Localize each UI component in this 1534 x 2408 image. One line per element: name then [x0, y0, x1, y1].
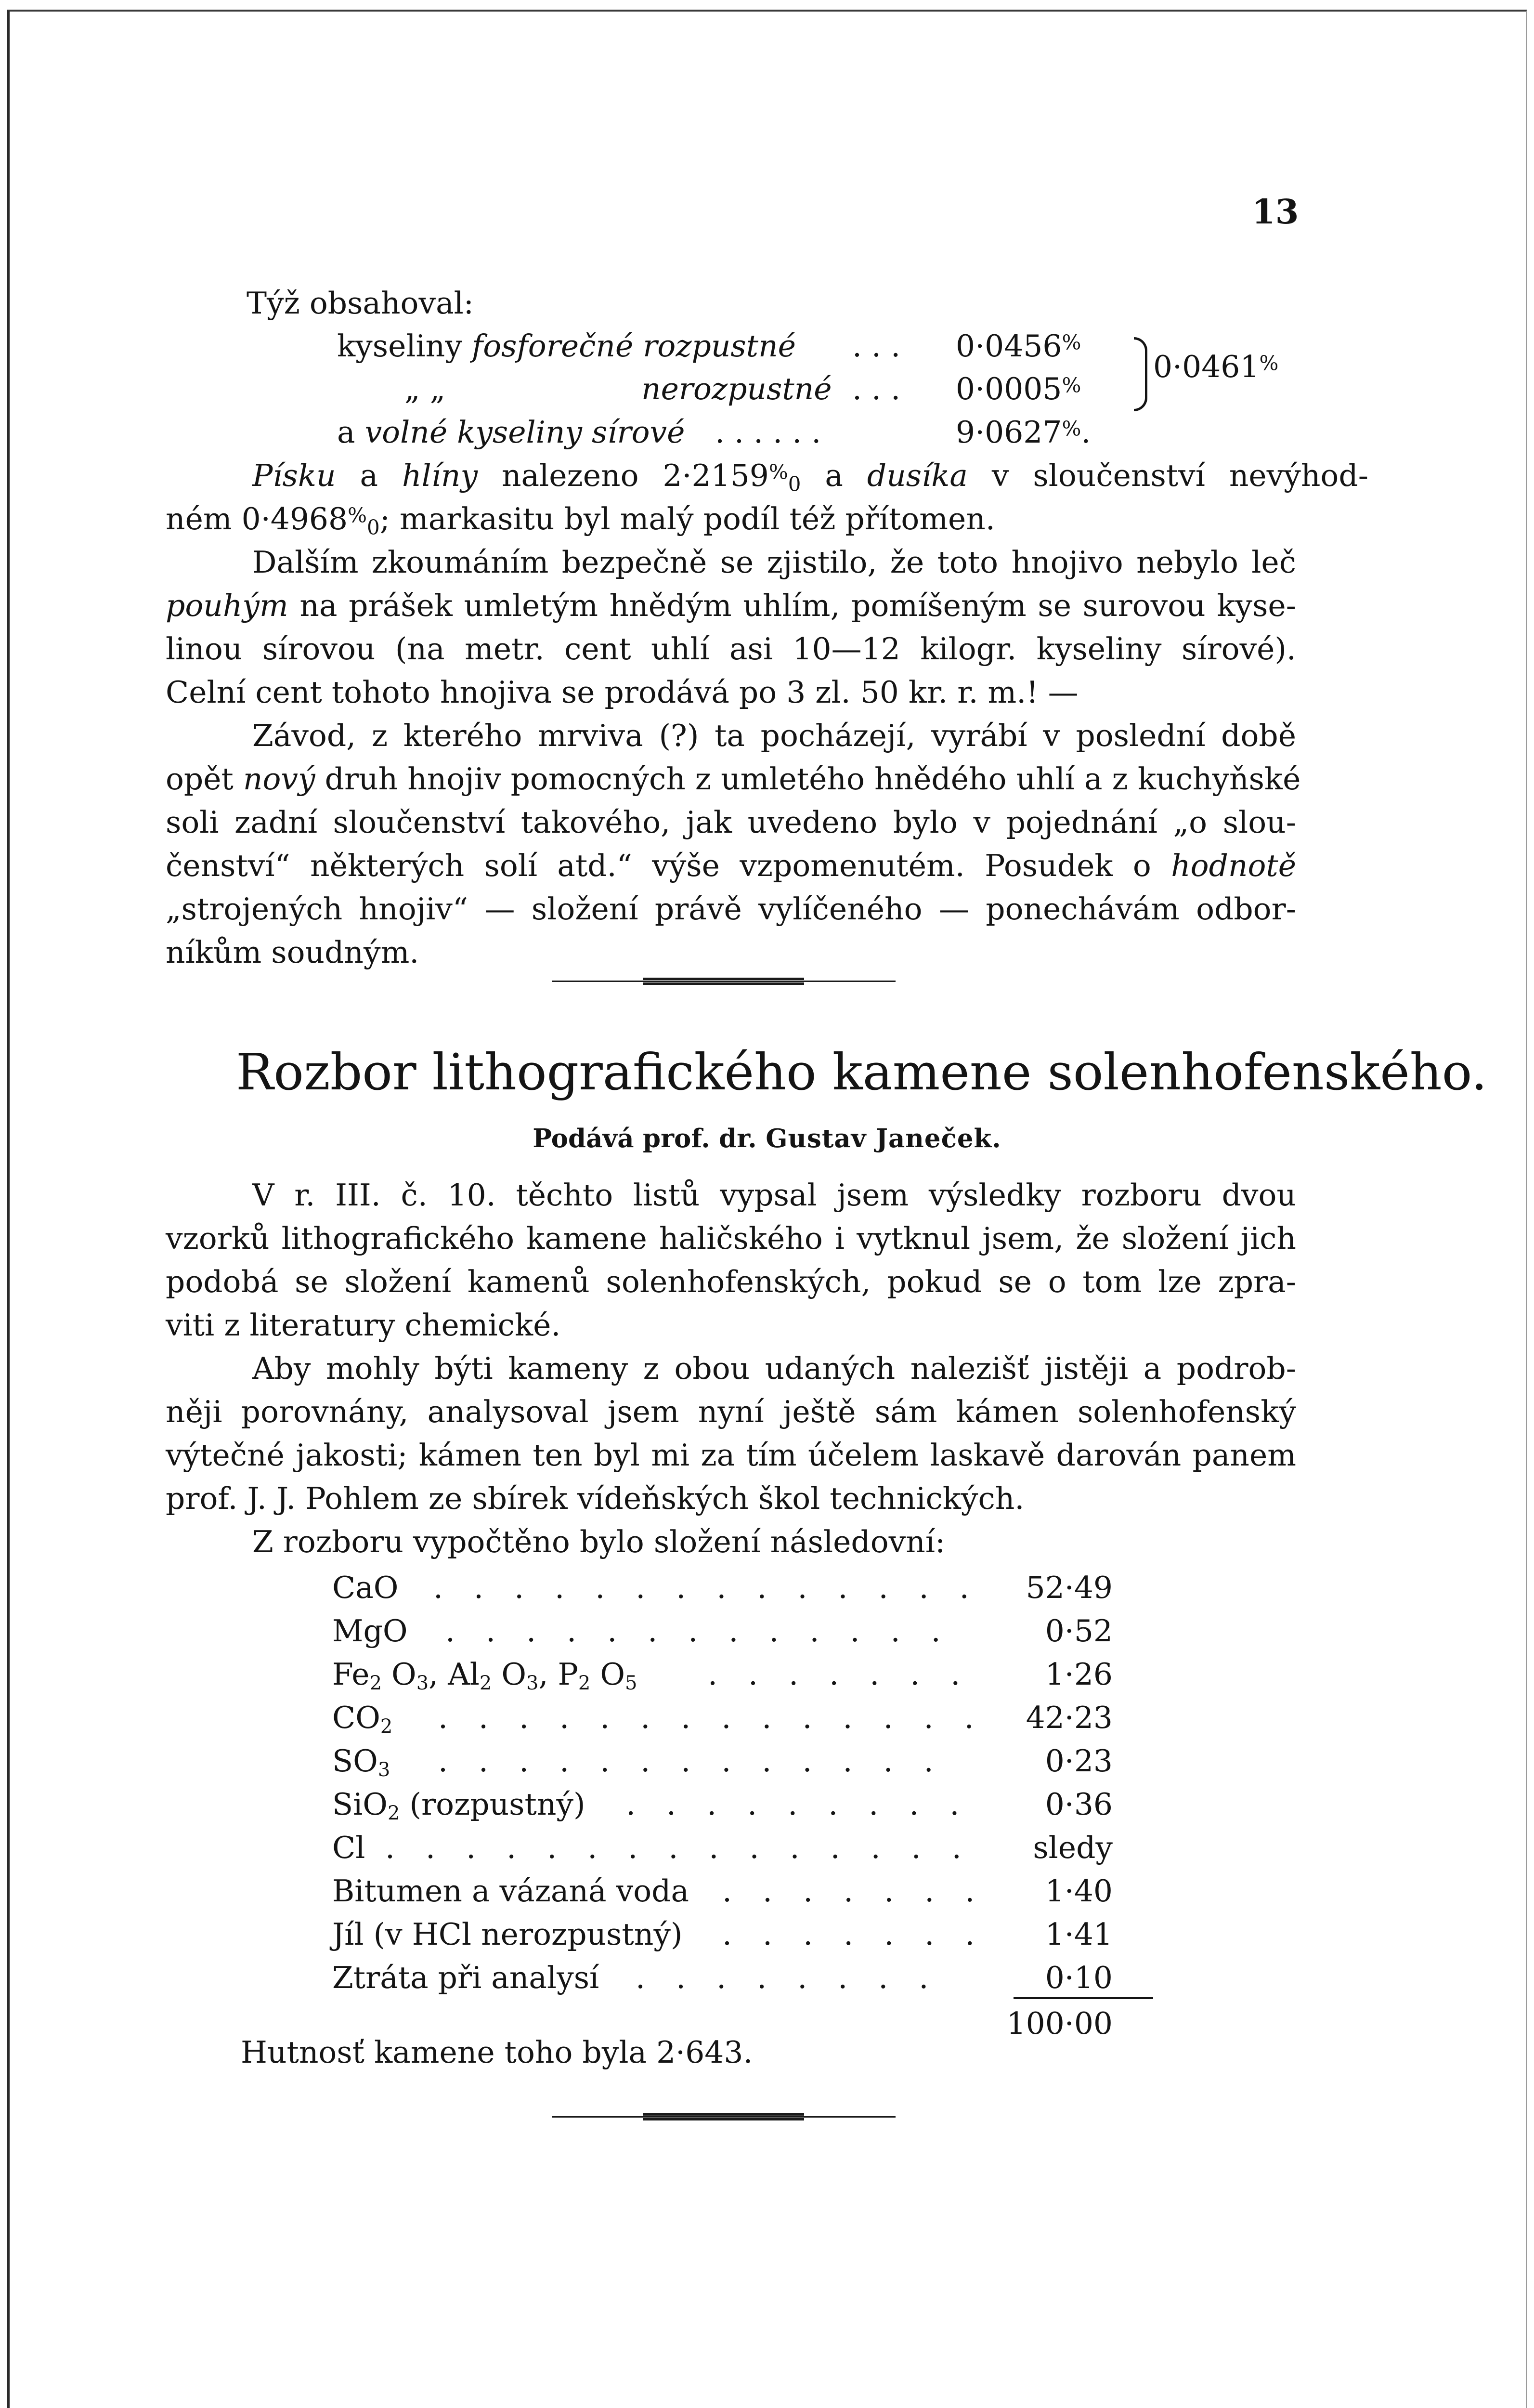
paragraph2-line2: pouhým na prášek umletým hnědým uhlím, pomíšeným se surovou kyse-: [166, 588, 1296, 623]
paragraph3-line5: „strojených hnojiv“ — složení právě vylíčeného — ponechávám odbor-: [166, 891, 1296, 927]
composition-name: SiO$_2$ (rozpustný): [332, 1787, 585, 1824]
composition-name: CaO: [332, 1570, 399, 1605]
article-p2-line1: Aby mohly býti kameny z obou udaných nalezišť jistěji a podrob-: [252, 1351, 1296, 1386]
ditto-marks: „ „: [404, 371, 446, 406]
intro-heading: Týž obsahoval:: [247, 286, 474, 321]
right-brace: [1134, 337, 1147, 411]
article-p1-line3: podobá se složení kamenů solenhofenských, pokud se o tom lze zpra-: [166, 1264, 1296, 1299]
article-p1-line4: viti z literatury chemické.: [166, 1308, 561, 1343]
sum-rule: [1014, 1997, 1153, 1999]
paragraph2-line3: linou sírovou (na metr. cent uhlí asi 10—12 kilogr. kyseliny sírové).: [166, 631, 1296, 667]
leader-dots: . . . . . . .: [722, 1873, 986, 1909]
composition-value: 0·10: [1045, 1960, 1113, 1995]
composition-value: 0·23: [1045, 1743, 1113, 1779]
article-byline: Podává prof. dr. Gustav Janeček.: [533, 1124, 1001, 1153]
leader-dots: . . . . . . . . . . . . .: [445, 1613, 951, 1649]
article-p2-line2: něji porovnány, analysoval jsem nyní ještě sám kámen solenhofenský: [166, 1394, 1296, 1429]
paragraph3-line3: soli zadní sloučenství takového, jak uvedeno bylo v pojednání „o slou-: [166, 805, 1296, 840]
leader-dots: . . . . . . . . . . . . .: [438, 1743, 944, 1779]
sulfuric-value: 9·0627%.: [956, 415, 1091, 450]
composition-name: $Fe_2$ $O_3$, $Al_2$ $O_3$, $P_2$ $O_5$: [332, 1657, 637, 1694]
article-p2-line3: výtečné jakosti; kámen ten byl mi za tím účelem laskavě darován panem: [166, 1438, 1296, 1473]
leader-dots: . . . . . . .: [722, 1917, 986, 1952]
leader-dots: . . . . . . . .: [636, 1960, 939, 1995]
sulfuric-dots: . . . . . .: [715, 415, 821, 450]
paragraph2-line4: Celní cent tohoto hnojiva se prodává po 3 zl. 50 kr. r. m.! —: [166, 675, 1079, 710]
paragraph3-line1: Závod, z kterého mrviva (?) ta pocházejí, vyrábí v poslední době: [252, 718, 1296, 753]
composition-value: 52·49: [1026, 1570, 1113, 1605]
paragraph3-line2: opět nový druh hnojiv pomocných z umletého hnědého uhlí a z kuchyňské: [166, 761, 1301, 797]
phosphoric-soluble-row: kyseliny fosforečné rozpustné: [337, 328, 796, 364]
sulfuric-row: a volné kyseliny sírové: [337, 415, 685, 450]
composition-value: 0·52: [1045, 1613, 1113, 1649]
composition-value: sledy: [1033, 1830, 1113, 1865]
article-p1-line1: V r. III. č. 10. těchto listů vypsal jsem výsledky rozboru dvou: [252, 1178, 1296, 1213]
section-divider-bottom: [552, 2109, 896, 2126]
composition-name: Bitumen a vázaná voda: [332, 1873, 689, 1909]
composition-value: 42·23: [1026, 1700, 1113, 1735]
composition-name: Jíl (v HCl nerozpustný): [332, 1917, 683, 1952]
composition-name: Ztráta při analysí: [332, 1960, 599, 1995]
leader-dots: . . . . . . . . . . . . . . .: [385, 1830, 972, 1865]
paragraph1-line1: Písku a hlíny nalezeno $2\cdot 2159^{\%}_0$ a dusíka v sloučenství nevýhod-: [252, 458, 1368, 496]
composition-total: 100·00: [1006, 2006, 1113, 2041]
section-divider-top: [552, 974, 896, 990]
phosphoric-insoluble-value: 0·0005%: [956, 371, 1081, 406]
phosphoric-insoluble-dots: . . .: [852, 371, 901, 406]
article-p2-line4: prof. J. J. Pohlem ze sbírek vídeňských škol technických.: [166, 1481, 1025, 1516]
paragraph2-line1: Dalším zkoumáním bezpečně se zjistilo, že toto hnojivo nebylo leč: [252, 545, 1296, 580]
phosphoric-soluble-dots: . . .: [852, 328, 901, 364]
phosphoric-soluble-value: 0·0456%: [956, 328, 1081, 364]
phosphoric-insoluble-label: nerozpustné: [641, 371, 832, 406]
article-title: Rozbor lithografického kamene solenhofenského.: [236, 1043, 1487, 1101]
composition-name: $SO_3$: [332, 1743, 390, 1781]
composition-name: $CO_2$: [332, 1700, 393, 1738]
composition-value: 0·36: [1045, 1787, 1113, 1822]
composition-name: MgO: [332, 1613, 408, 1649]
paragraph1-line2: ném $0\cdot 4968^{\%}_0$; markasitu byl malý podíl též přítomen.: [166, 501, 995, 539]
phosphoric-total: 0·0461%: [1153, 349, 1279, 384]
leader-dots: . . . . . . . . . . . . . .: [438, 1700, 985, 1735]
article-p1-line2: vzorků lithografického kamene haličského i vytknul jsem, že složení jich: [166, 1221, 1296, 1256]
article-closing: Hutnosť kamene toho byla 2·643.: [241, 2035, 753, 2070]
composition-name: Cl: [332, 1830, 365, 1865]
leader-dots: . . . . . . . . .: [626, 1787, 970, 1822]
article-p3-line1: Z rozboru vypočtěno bylo složení následovní:: [252, 1524, 946, 1559]
paragraph3-line4: čenství“ některých solí atd.“ výše vzpomenutém. Posudek o hodnotě: [166, 848, 1296, 883]
leader-dots: . . . . . . .: [708, 1657, 971, 1692]
composition-value: 1·40: [1045, 1873, 1113, 1909]
composition-value: 1·26: [1045, 1657, 1113, 1692]
paragraph3-line6: níkům soudným.: [166, 935, 419, 970]
composition-value: 1·41: [1045, 1917, 1113, 1952]
page-number: 13: [1252, 192, 1299, 232]
leader-dots: . . . . . . . . . . . . . .: [433, 1570, 980, 1605]
